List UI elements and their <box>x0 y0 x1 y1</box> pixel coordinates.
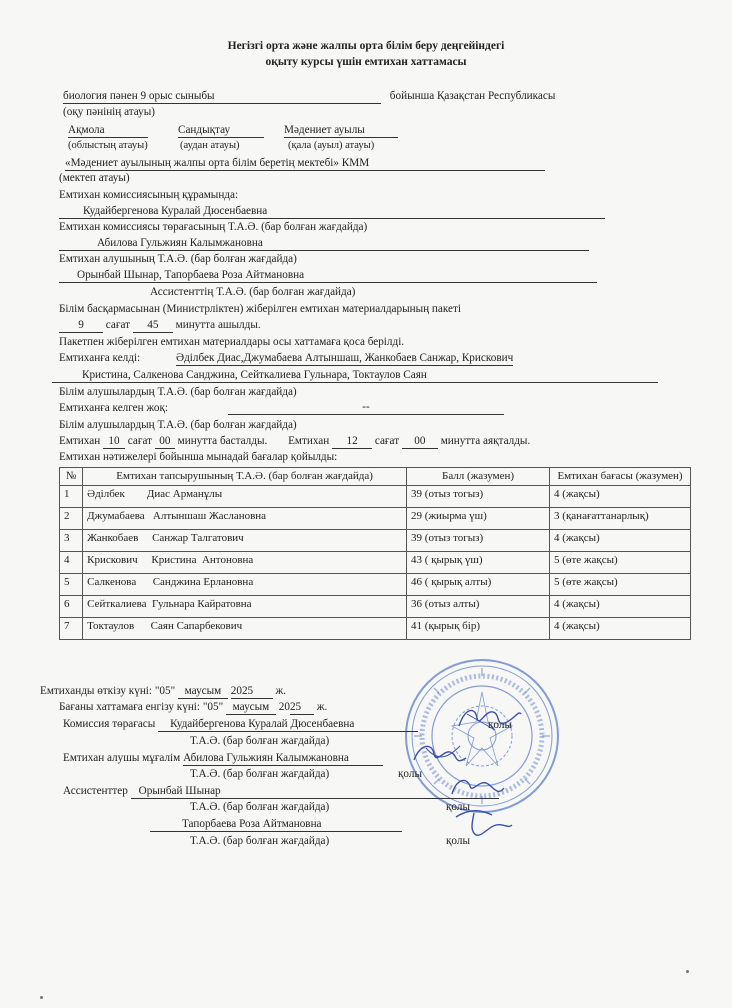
subject-value: биология пәнен 9 орыс сыныбы <box>63 90 381 104</box>
region-caption: (облыстың атауы) <box>68 140 148 151</box>
col-header-number: № <box>60 468 83 486</box>
grades-date-line: Бағаны хаттамаға енгізу күні: "05" маусым 2025 ж. <box>59 701 328 713</box>
district-value: Сандықтау <box>178 124 264 138</box>
subject-suffix: бойынша Қазақстан Республикасы <box>389 90 556 102</box>
subject-line <box>63 90 555 104</box>
scan-speck <box>686 970 689 973</box>
chair-signature-icon <box>455 700 525 736</box>
commission-label: Емтихан комиссиясының құрамында: <box>59 189 239 201</box>
chair-name: Абилова Гульжиян Калымжановна <box>59 237 589 251</box>
exam-date-line: Емтиханды өткізу күні: "05" маусым 2025 ж. <box>40 685 287 697</box>
came-caption: Білім алушылардың Т.А.Ә. (бар болған жағдайда) <box>59 386 297 398</box>
assistants-line: Ассистенттер Орынбай Шынар <box>63 785 499 799</box>
package-text: Білім басқармасынан (Министрліктен) жіберілген емтихан материалдарының пакеті <box>59 303 461 315</box>
assistant1-fio-caption: Т.А.Ә. (бар болған жағдайда) <box>190 801 330 813</box>
table-row: 7 Токтаулов Саян Сапарбекович 41 (қырық бір) 4 (жақсы) <box>60 618 691 640</box>
teacher-sign-caption: қолы <box>398 768 422 780</box>
assistant2-fio-caption: Т.А.Ә. (бар болған жағдайда) <box>190 835 330 847</box>
chair-sign-caption: қолы <box>488 719 512 731</box>
assistant1-sign-caption: қолы <box>446 801 470 813</box>
col-header-grade: Емтихан бағасы (жазумен) <box>550 468 691 486</box>
teacher-signature-icon <box>408 738 472 772</box>
table-row: 2 Джумабаева Алтыншаш Жаслановна 29 (жиырма үш) 3 (қанағаттанарлық) <box>60 508 691 530</box>
assistant2-sign-caption: қолы <box>446 835 470 847</box>
village-caption: (қала (ауыл) атауы) <box>288 140 375 151</box>
doc-title-line2: оқыту курсы үшін емтихан хаттамасы <box>265 56 467 68</box>
table-row: 3 Жанкобаев Санжар Талгатович 39 (отыз тогыз) 4 (жақсы) <box>60 530 691 552</box>
chair-label: Емтихан комиссиясы төрағасының Т.А.Ә. (бар болған жағдайда) <box>59 221 368 233</box>
subject-caption: (оқу пәнінің атауы) <box>63 106 156 118</box>
chair-fio-caption: Т.А.Ә. (бар болған жағдайда) <box>190 735 330 747</box>
came-line2: Кристина, Салкенова Санджина, Сейткалиева Гульнара, Токтаулов Саян <box>52 369 658 383</box>
assistant1-signature-icon <box>448 770 508 804</box>
assistant2-signature-icon <box>452 805 516 839</box>
school-name: «Мәдениет ауылының жалпы орта білім беретің мектебі» КММ <box>65 157 545 171</box>
district-caption: (аудан атауы) <box>180 140 240 151</box>
table-header-row <box>60 468 691 486</box>
absent-label: Емтиханға келген жоқ: <box>59 402 169 414</box>
absent-value: -- <box>228 401 504 415</box>
timing-line: Емтихан 10 сағат 00 минутта басталды. Емтихан 12 сағат 00 минутта аяқталды. <box>59 435 531 447</box>
village-value: Мәдениет ауылы <box>284 124 398 138</box>
package-attached: Пакетпен жіберілген емтихан материалдары осы хаттамаға қоса берілді. <box>59 336 405 348</box>
teacher-line: Емтихан алушы мұғалім Абилова Гульжиян Калымжановна <box>63 752 383 766</box>
region-value: Ақмола <box>68 124 148 138</box>
teacher-fio-caption: Т.А.Ә. (бар болған жағдайда) <box>190 768 330 780</box>
table-row: 6 Сейткалиева Гульнара Кайратовна 36 (отыз алты) 4 (жақсы) <box>60 596 691 618</box>
table-row: 1 Әділбек Диас Арманұлы 39 (отыз тогыз) 4 (жақсы) <box>60 486 691 508</box>
examiner-label: Емтихан алушының Т.А.Ә. (бар болған жағдайда) <box>59 253 297 265</box>
results-intro: Емтихан нәтижелері бойынша мынадай бағалар қойылды: <box>59 451 338 463</box>
col-header-score: Балл (жазумен) <box>407 468 550 486</box>
table-row: 4 Крискович Кристина Антоновна 43 ( қырық үш) 5 (өте жақсы) <box>60 552 691 574</box>
chair-line: Комиссия төрағасы Кудайбергенова Куралай Дюсенбаевна <box>63 718 418 732</box>
package-time: 9 сағат 45 минутта ашылды. <box>59 319 261 333</box>
table-row: 5 Салкенова Санджина Ерлановна 46 ( қырық алты) 5 (өте жақсы) <box>60 574 691 596</box>
results-table <box>59 467 691 640</box>
doc-title-line1: Негізгі орта және жалпы орта білім беру деңгейіндегі <box>227 40 505 52</box>
came-label: Емтиханға келді: <box>59 352 141 364</box>
assistant2-line: Тапорбаева Роза Айтмановна <box>150 818 402 832</box>
col-header-name: Емтихан тапсырушының Т.А.Ә. (бар болған жағдайда) <box>83 468 407 486</box>
scan-speck <box>40 996 43 999</box>
assistant-label: Ассистенттің Т.А.Ә. (бар болған жағдайда) <box>150 286 356 298</box>
examiner-names: Орынбай Шынар, Тапорбаева Роза Айтмановна <box>59 269 597 283</box>
school-caption: (мектеп атауы) <box>59 172 130 184</box>
came-line1: Әділбек Диас,Джумабаева Алтыншаш, Жанкобаев Санжар, Крискович <box>176 352 514 364</box>
absent-caption: Білім алушылардың Т.А.Ә. (бар болған жағдайда) <box>59 419 297 431</box>
commission-member: Кудайбергенова Куралай Дюсенбаевна <box>59 205 605 219</box>
